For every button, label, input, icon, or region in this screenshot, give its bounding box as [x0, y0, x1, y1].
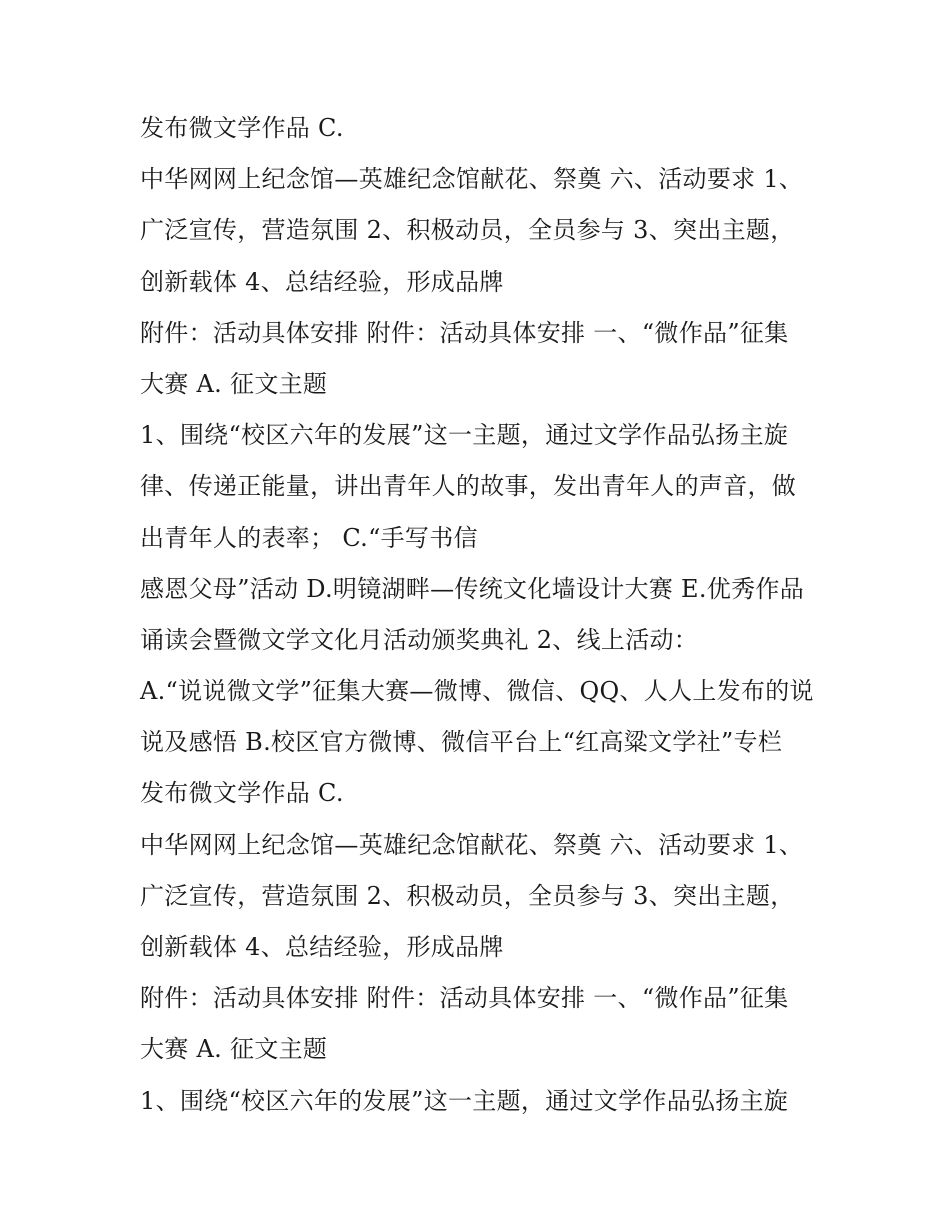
text-line: 出青年人的表率； C.“手写书信 — [140, 523, 478, 552]
text-line: 附件：活动具体安排 附件：活动具体安排 一、“微作品”征集 — [140, 318, 789, 347]
text-line: 中华网网上纪念馆—英雄纪念馆献花、祭奠 六、活动要求 1、 — [140, 165, 804, 194]
text-line: 律、传递正能量，讲出青年人的故事，发出青年人的声音，做 — [140, 472, 797, 501]
text-line: 中华网网上纪念馆—英雄纪念馆献花、祭奠 六、活动要求 1、 — [140, 830, 804, 859]
text-line: A.“说说微文学”征集大赛—微博、微信、QQ、人人上发布的说 — [140, 677, 814, 706]
text-line: 附件：活动具体安排 附件：活动具体安排 一、“微作品”征集 — [140, 984, 789, 1013]
text-line: 发布微文学作品 C. — [140, 779, 344, 808]
text-line: 1、围绕“校区六年的发展”这一主题，通过文学作品弘扬主旋 — [140, 421, 789, 450]
text-line: 感恩父母”活动 D.明镜湖畔—传统文化墙设计大赛 E.优秀作品 — [140, 574, 804, 603]
text-line: 发布微文学作品 C. — [140, 114, 344, 142]
text-line: 1、围绕“校区六年的发展”这一主题，通过文学作品弘扬主旋 — [140, 1086, 789, 1115]
text-line: 广泛宣传，营造氛围 2、积极动员，全员参与 3、突出主题， — [140, 881, 795, 910]
document-body — [140, 103, 820, 1127]
text-line: 创新载体 4、总结经验，形成品牌 — [140, 933, 504, 961]
text-line: 诵读会暨微文学文化月活动颁奖典礼 2、线上活动： — [140, 625, 699, 654]
text-line: 大赛 A. 征文主题 — [140, 369, 328, 398]
text-line: 广泛宣传，营造氛围 2、积极动员，全员参与 3、突出主题， — [140, 216, 795, 245]
text-line: 说及感悟 B.校区官方微博、微信平台上“红高粱文学社”专栏 — [140, 728, 783, 757]
text-line: 创新载体 4、总结经验，形成品牌 — [140, 267, 504, 296]
text-line: 大赛 A. 征文主题 — [140, 1035, 328, 1064]
